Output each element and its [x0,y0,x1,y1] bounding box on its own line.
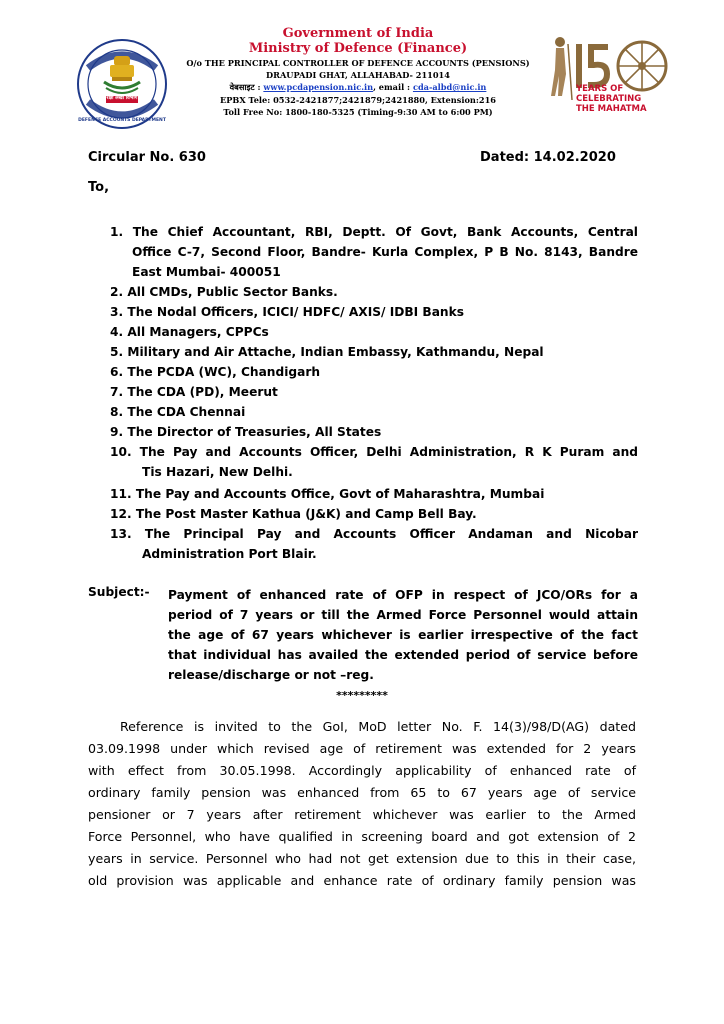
list-item-text: The CDA Chennai [127,405,246,419]
list-item-text: The Pay and Accounts Officer, Delhi Administration, R K Puram and [139,445,638,459]
paragraph-line: pensioner or 7 years after retirement whichever was earlier to the Armed [88,807,636,822]
celebration-line-1: YEARS OF [576,84,624,94]
list-number: 12. [110,507,132,521]
subject-line: the age of 67 years whichever is earlier irrespective of the fact [168,628,638,642]
list-number: 13. [110,527,132,541]
celebration-caption [576,84,647,114]
recipient-1 [110,222,638,282]
celebration-line-3: THE MAHATMA [576,104,647,114]
recipient-9 [110,422,638,442]
paragraph-line: old provision was applicable and enhance rate of ordinary family pension was [88,873,636,888]
paragraph-line: years in service. Personnel who had not get extension due to this in their case, [88,851,636,866]
separator: ********* [336,689,388,702]
list-number: 3. [110,305,124,319]
recipient-8 [110,402,638,422]
website-link[interactable]: www.pcdapension.nic.in [263,82,374,92]
letterhead-tollfree: Toll Free No: 1800-180-5325 (Timing-9:30 AM to 6:00 PM) [223,107,493,117]
letterhead-address: DRAUPADI GHAT, ALLAHABAD- 211014 [266,70,450,80]
list-item-text: The Director of Treasuries, All States [127,425,382,439]
list-item-text: The Pay and Accounts Office, Govt of Maharashtra, Mumbai [135,487,545,501]
recipient-2 [110,282,638,302]
recipient-7 [110,382,638,402]
list-item-text: All CMDs, Public Sector Banks. [127,285,338,299]
recipient-3 [110,302,638,322]
list-number: 1. [110,225,124,239]
list-item-text: The PCDA (WC), Chandigarh [127,365,321,379]
addressee-to: To, [88,180,110,195]
list-item-text: The Principal Pay and Accounts Officer Andaman and Nicobar [144,527,638,541]
circular-date: Dated: 14.02.2020 [480,150,616,165]
list-item-text: Office C-7, Second Floor, Bandre- Kurla Complex, P B No. 8143, Bandre [132,245,638,259]
paragraph-line: Reference is invited to the GoI, MoD letter No. F. 14(3)/98/D(AG) dated [120,719,636,734]
list-item-text: All Managers, CPPCs [127,325,269,339]
recipient-4 [110,322,638,342]
list-number: 6. [110,365,124,379]
list-item-text: Administration Port Blair. [142,547,317,561]
list-number: 11. [110,487,132,501]
paragraph-line: ordinary family pension was enhanced from 65 to 67 years age of service [88,785,636,800]
letterhead-contacts [170,82,546,93]
letterhead-government: Government of India [282,26,434,41]
list-number: 10. [110,445,132,459]
list-item-text: Tis Hazari, New Delhi. [142,465,293,479]
letterhead-ministry: Ministry of Defence (Finance) [248,41,468,56]
recipient-11 [110,484,638,504]
body-paragraph [88,716,636,892]
list-item-text: The Post Master Kathua (J&K) and Camp Bell Bay. [135,507,477,521]
emblem-caption: रक्षा लेखा विभाग [106,95,138,101]
recipient-13 [110,524,638,564]
subject-line: Payment of enhanced rate of OFP in respect of JCO/ORs for a [168,588,638,602]
list-item-text: The Chief Accountant, RBI, Deptt. Of Govt, Bank Accounts, Central [132,225,638,239]
subject-line: that individual has availed the extended period of service before [168,648,638,662]
paragraph-line: Force Personnel, who have qualified in screening board and got extension of 2 [88,829,636,844]
list-number: 9. [110,425,124,439]
emblem-caption-bottom: DEFENCE ACCOUNTS DEPARTMENT [78,118,166,123]
recipient-5 [110,342,638,362]
letterhead-office: O/o THE PRINCIPAL CONTROLLER OF DEFENCE ACCOUNTS (PENSIONS) [186,58,530,68]
letterhead-telephone: EPBX Tele: 0532-2421877;2421879;2421880, Extension:216 [220,95,496,105]
celebration-line-2: CELEBRATING [576,94,642,104]
website-label: वेबसाइट : [229,82,261,92]
recipient-12 [110,504,638,524]
subject-label: Subject:- [88,585,150,599]
email-link[interactable]: cda-albd@nic.in [412,82,487,92]
paragraph-line: with effect from 30.05.1998. Accordingly applicability of enhanced rate of [88,763,636,778]
list-item-text: East Mumbai- 400051 [132,265,281,279]
circular-number: Circular No. 630 [88,150,206,165]
list-number: 5. [110,345,124,359]
list-number: 2. [110,285,124,299]
paragraph-line: 03.09.1998 under which revised age of retirement was extended for 2 years [88,741,636,756]
recipient-6 [110,362,638,382]
list-number: 8. [110,405,124,419]
list-number: 4. [110,325,124,339]
subject-text [168,585,638,685]
defence-accounts-emblem-icon [76,38,168,130]
email-label: , email : [373,82,411,92]
recipient-10 [110,442,638,482]
list-item-text: Military and Air Attache, Indian Embassy, Kathmandu, Nepal [127,345,544,359]
list-item-text: The Nodal Officers, ICICI/ HDFC/ AXIS/ IDBI Banks [127,305,464,319]
list-number: 7. [110,385,124,399]
list-item-text: The CDA (PD), Meerut [127,385,278,399]
subject-line: release/discharge or not –reg. [168,668,374,682]
subject-line: period of 7 years or till the Armed Force Personnel would attain [168,608,638,622]
